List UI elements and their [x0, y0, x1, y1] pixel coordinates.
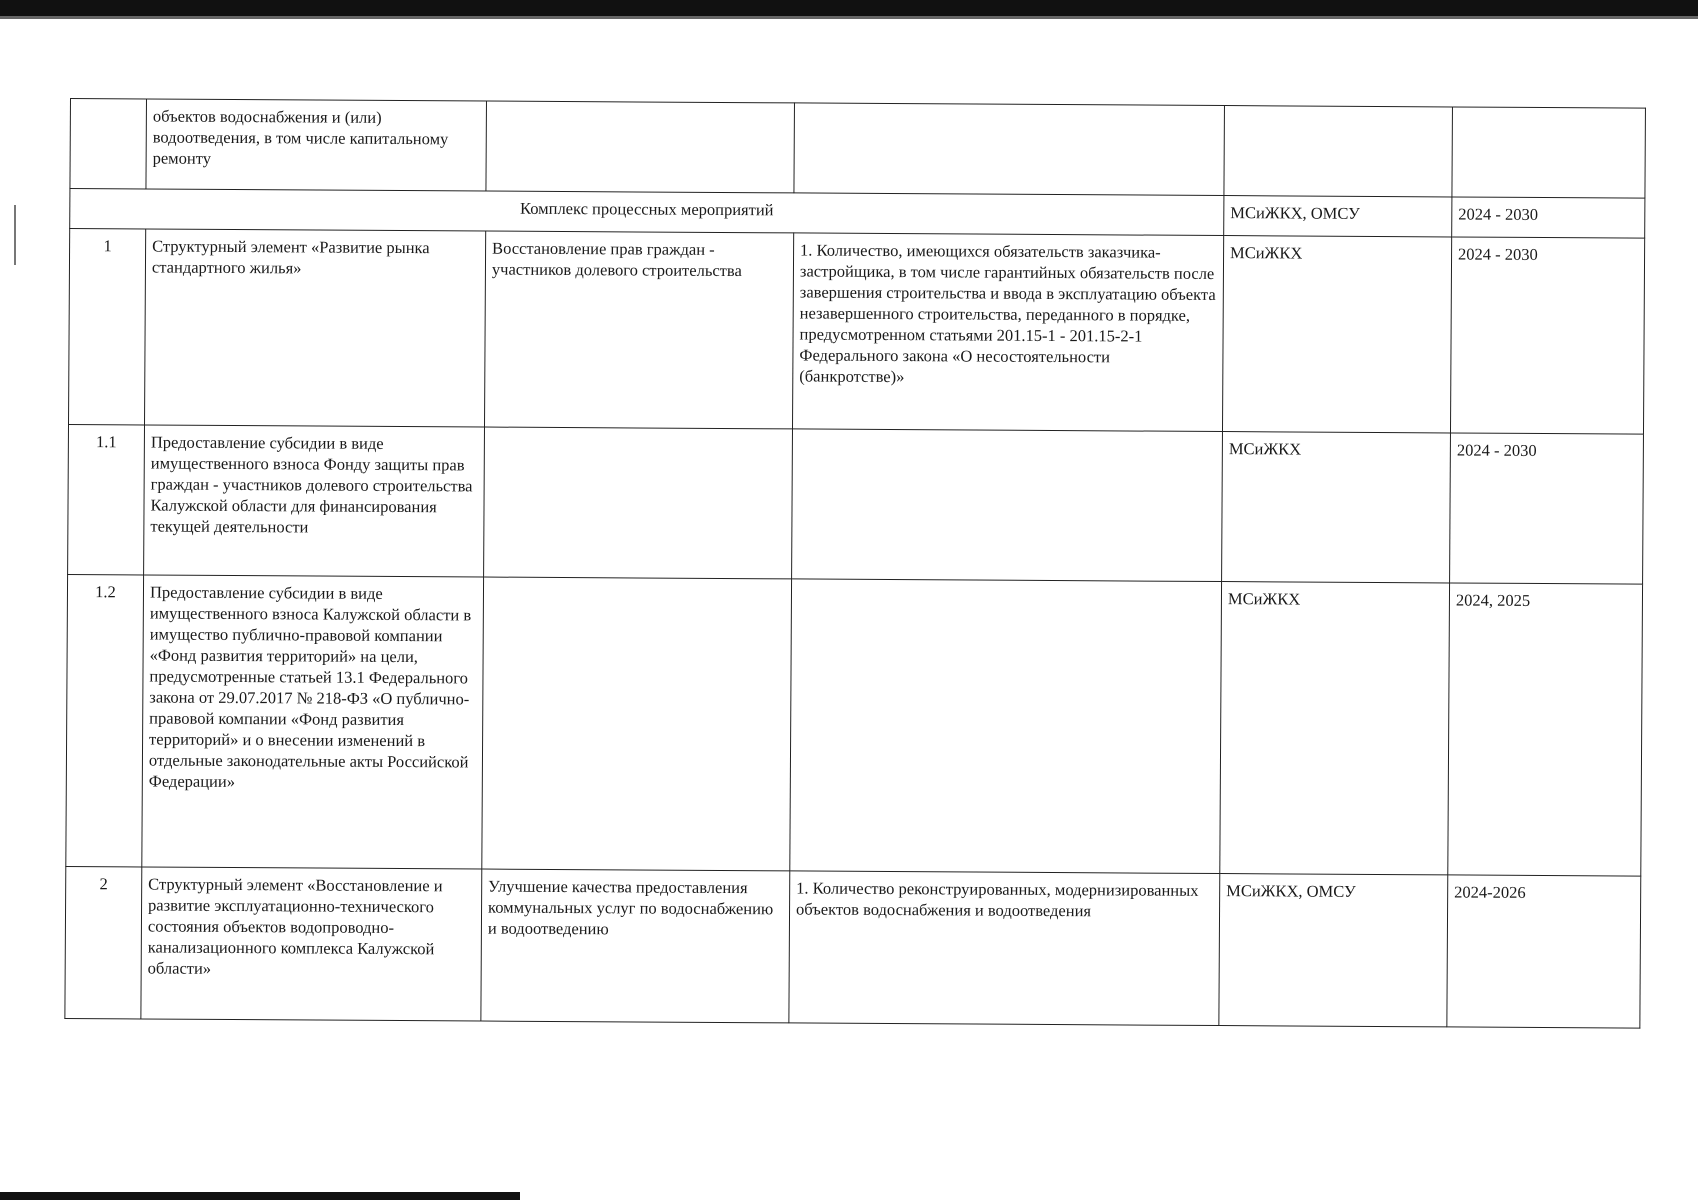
measure-responsible: МСиЖКХ: [1222, 432, 1451, 583]
measure-task: [486, 101, 795, 193]
measure-period: 2024 - 2030: [1450, 237, 1644, 434]
measure-period: 2024, 2025: [1448, 583, 1643, 876]
measure-indicator: [790, 579, 1222, 874]
measure-indicator: [792, 429, 1223, 582]
measure-indicator: 1. Количество реконструированных, модернизированных объектов водоснабжения и водоотведения: [789, 871, 1220, 1026]
measure-task: Восстановление прав граждан - участников долевого строительства: [484, 231, 793, 429]
measure-responsible: МСиЖКХ, ОМСУ: [1219, 874, 1448, 1027]
measure-name: Структурный элемент «Восстановление и развитие эксплуатационно-технического состояния объектов водопроводно-канализационного комплекса Калужской области»: [141, 867, 482, 1021]
measure-period: 2024 - 2030: [1452, 197, 1645, 238]
scan-edge-top-shadow: [0, 16, 1698, 19]
document-page: [64, 98, 1645, 1029]
row-number: 1: [69, 229, 146, 425]
measure-period: 2024-2026: [1447, 875, 1641, 1028]
measure-name: объектов водоснабжения и (или) водоотведения, в том числе капитальному ремонту: [146, 99, 487, 191]
measure-indicator: 1. Количество, имеющихся обязательств заказчика-застройщика, в том числе гарантийных обязательств после завершения строительства и ввода в эксплуатацию объекта незавершенного строительства, переданного в порядке, предусмотренном статьями 201.15-1 - 201.15-2-1 Федерального закона «О несостоятельности (банкротстве)»: [792, 233, 1223, 432]
table-row: [70, 99, 1646, 199]
scan-margin-mark: [14, 205, 16, 265]
measure-name: Предоставление субсидии в виде имущественного взноса Фонду защиты прав граждан - участников долевого строительства Калужской области для финансирования текущей деятельности: [144, 425, 485, 577]
measure-name: Предоставление субсидии в виде имущественного взноса Калужской области в имущество публично-правовой компании «Фонд развития территорий» на цели, предусмотренные статьей 13.1 Федерального закона от 29.07.2017 № 218-ФЗ «О публично-правовой компании «Фонд развития территорий» и о внесении изменений в отдельные законодательные акты Российской Федерации»: [142, 575, 484, 869]
table-row: [69, 229, 1645, 435]
measure-responsible: МСиЖКХ: [1222, 236, 1451, 433]
table-row: [66, 574, 1643, 876]
measure-task: Улучшение качества предоставления коммунальных услуг по водоснабжению и водоотведению: [481, 869, 790, 1023]
row-number: 1.1: [68, 424, 145, 574]
table-row: [65, 866, 1641, 1028]
section-title: Комплекс процессных мероприятий: [70, 189, 1224, 236]
measure-name: Структурный элемент «Развитие рынка стандартного жилья»: [145, 229, 486, 427]
row-number: 2: [65, 866, 142, 1018]
scan-edge-top: [0, 0, 1698, 16]
measure-indicator: [794, 103, 1225, 196]
scan-edge-bottom: [0, 1192, 520, 1200]
row-number: [70, 99, 147, 189]
measures-table: [64, 98, 1646, 1029]
measure-responsible: [1224, 106, 1453, 197]
measure-task: [482, 577, 792, 871]
row-number: 1.2: [66, 574, 144, 866]
table-row: [68, 424, 1644, 584]
measure-period: [1452, 107, 1646, 198]
measure-responsible: МСиЖКХ: [1220, 582, 1450, 875]
measure-period: 2024 - 2030: [1450, 433, 1644, 584]
measure-responsible: МСиЖКХ, ОМСУ: [1224, 196, 1452, 237]
measure-task: [484, 427, 793, 579]
